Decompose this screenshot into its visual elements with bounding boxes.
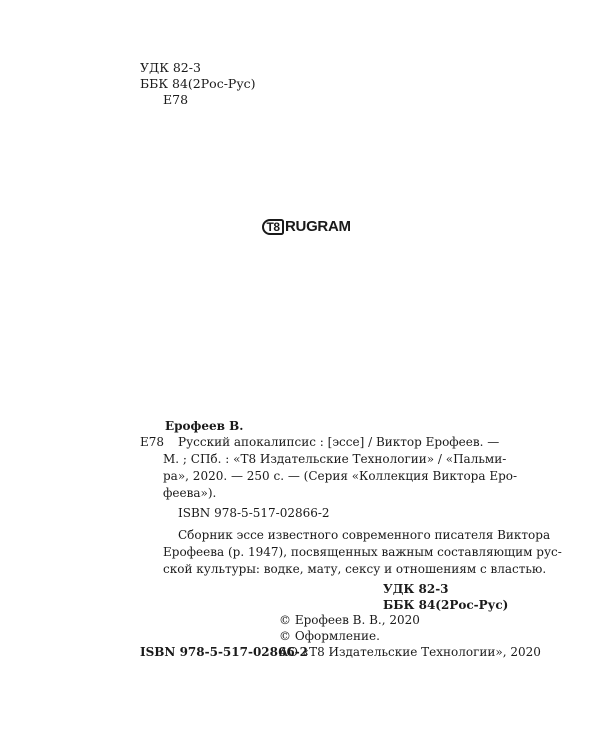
- copyright-design: © Оформление.: [279, 629, 380, 643]
- top-author-code: Е78: [163, 92, 189, 107]
- record-author-code: Е78: [140, 435, 165, 449]
- publisher-logo-word: RUGRAM: [285, 218, 351, 235]
- annotation-line-3: ской культуры: водке, мату, сексу и отношениям с властью.: [163, 562, 547, 576]
- record-line-2: М. ; СПб. : «Т8 Издательские Технологии» / «Пальми-: [163, 452, 507, 466]
- record-udk: УДК 82-3: [383, 582, 449, 596]
- top-bbk: ББК 84(2Рос-Рус): [140, 76, 256, 91]
- record-line-1: Русский апокалипсис : [эссе] / Виктор Ерофеев. —: [178, 435, 500, 449]
- author-heading: Ерофеев В.: [165, 419, 244, 433]
- publisher-logo-mark: T8: [262, 219, 284, 235]
- record-line-3: ра», 2020. — 250 с. — (Серия «Коллекция Виктора Еро-: [163, 469, 518, 483]
- record-line-4: феева»).: [163, 486, 217, 500]
- record-bbk: ББК 84(2Рос-Рус): [383, 598, 509, 612]
- footer-isbn: ISBN 978-5-517-02866-2: [140, 645, 309, 659]
- publisher-logo: [262, 218, 351, 235]
- copyright-author: © Ерофеев В. В., 2020: [279, 613, 420, 627]
- top-udk: УДК 82-3: [140, 60, 201, 75]
- record-isbn: ISBN 978-5-517-02866-2: [178, 506, 330, 520]
- annotation-line-1: Сборник эссе известного современного писателя Виктора: [178, 528, 551, 542]
- annotation-line-2: Ерофеева (р. 1947), посвященных важным составляющим рус-: [163, 545, 562, 559]
- copyright-publisher: АО «Т8 Издательские Технологии», 2020: [279, 645, 541, 659]
